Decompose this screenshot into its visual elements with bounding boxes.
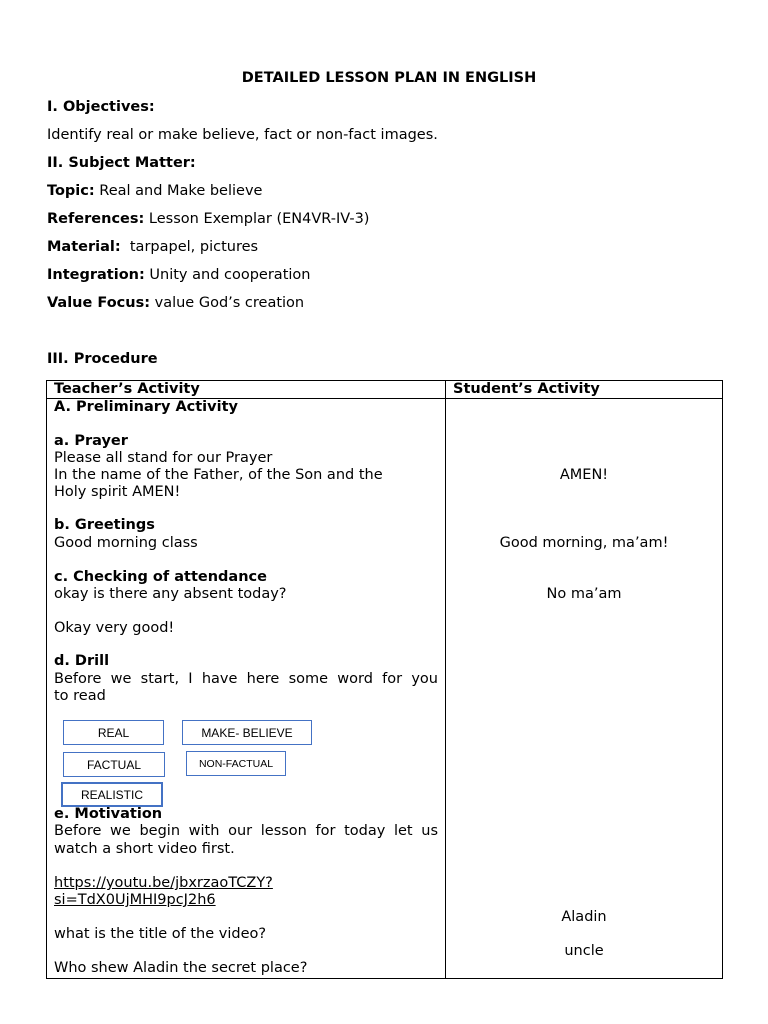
student-response-greeting: Good morning, ma’am! (499, 535, 669, 551)
topic-value: Real and Make believe (99, 183, 263, 199)
references-label: References: (47, 211, 145, 227)
word-card-non-factual: NON-FACTUAL (186, 751, 286, 776)
drill-heading: d. Drill (54, 653, 110, 669)
topic-line (47, 183, 262, 199)
material-line (47, 239, 258, 255)
attendance-heading: c. Checking of attendance (54, 569, 267, 585)
integration-label: Integration: (47, 267, 145, 283)
topic-label: Topic: (47, 183, 95, 199)
procedure-table (46, 380, 723, 979)
video-link[interactable]: https://youtu.be/jbxrzaoTCZY? (54, 875, 273, 891)
word-card-factual: FACTUAL (63, 752, 165, 777)
integration-line (47, 267, 310, 283)
value-focus-line (47, 295, 304, 311)
prayer-line: In the name of the Father, of the Son and the (54, 467, 383, 483)
subject-matter-heading: II. Subject Matter: (47, 155, 196, 171)
student-response-amen: AMEN! (559, 467, 609, 483)
greetings-line: Good morning class (54, 535, 198, 551)
motivation-heading: e. Motivation (54, 806, 163, 822)
video-link[interactable]: si=TdX0UjMHI9pcJ2h6 (54, 892, 216, 908)
student-response-uncle: uncle (564, 943, 604, 959)
word-card-make-believe: MAKE- BELIEVE (182, 720, 312, 745)
motivation-line: watch a short video first. (54, 841, 235, 857)
teacher-activity-cell (47, 399, 446, 979)
procedure-heading: III. Procedure (47, 351, 158, 367)
student-response-absent: No ma’am (546, 586, 622, 602)
prayer-heading: a. Prayer (54, 433, 128, 449)
value-focus-label: Value Focus: (47, 295, 151, 311)
attendance-line: okay is there any absent today? (54, 586, 287, 602)
teacher-activity-header: Teacher’s Activity (47, 381, 446, 399)
greetings-heading: b. Greetings (54, 517, 155, 533)
question-video-title: what is the title of the video? (54, 926, 267, 942)
drill-line: Before we start, I have here some word for you (54, 671, 438, 687)
student-activity-header: Student’s Activity (446, 381, 723, 399)
student-activity-cell (446, 399, 723, 979)
objectives-text: Identify real or make believe, fact or non-fact images. (47, 127, 438, 143)
word-card-real: REAL (63, 720, 164, 745)
document-title: DETAILED LESSON PLAN IN ENGLISH (241, 70, 537, 86)
student-response-title: Aladin (561, 909, 607, 925)
drill-line: to read (54, 688, 106, 704)
question-secret-place: Who shew Aladin the secret place? (54, 960, 308, 976)
attendance-line: Okay very good! (54, 620, 175, 636)
preliminary-heading: A. Preliminary Activity (54, 399, 238, 415)
objectives-heading: I. Objectives: (47, 99, 155, 115)
integration-value: Unity and cooperation (149, 267, 311, 283)
material-value: tarpapel, pictures (129, 239, 259, 255)
material-label: Material: (47, 239, 121, 255)
references-value: Lesson Exemplar (EN4VR-IV-3) (148, 211, 370, 227)
word-card-realistic: REALISTIC (61, 782, 163, 807)
value-focus-value: value God’s creation (154, 295, 305, 311)
references-line (47, 211, 369, 227)
motivation-line: Before we begin with our lesson for today let us (54, 823, 438, 839)
prayer-line: Holy spirit AMEN! (54, 484, 181, 500)
prayer-line: Please all stand for our Prayer (54, 450, 273, 466)
